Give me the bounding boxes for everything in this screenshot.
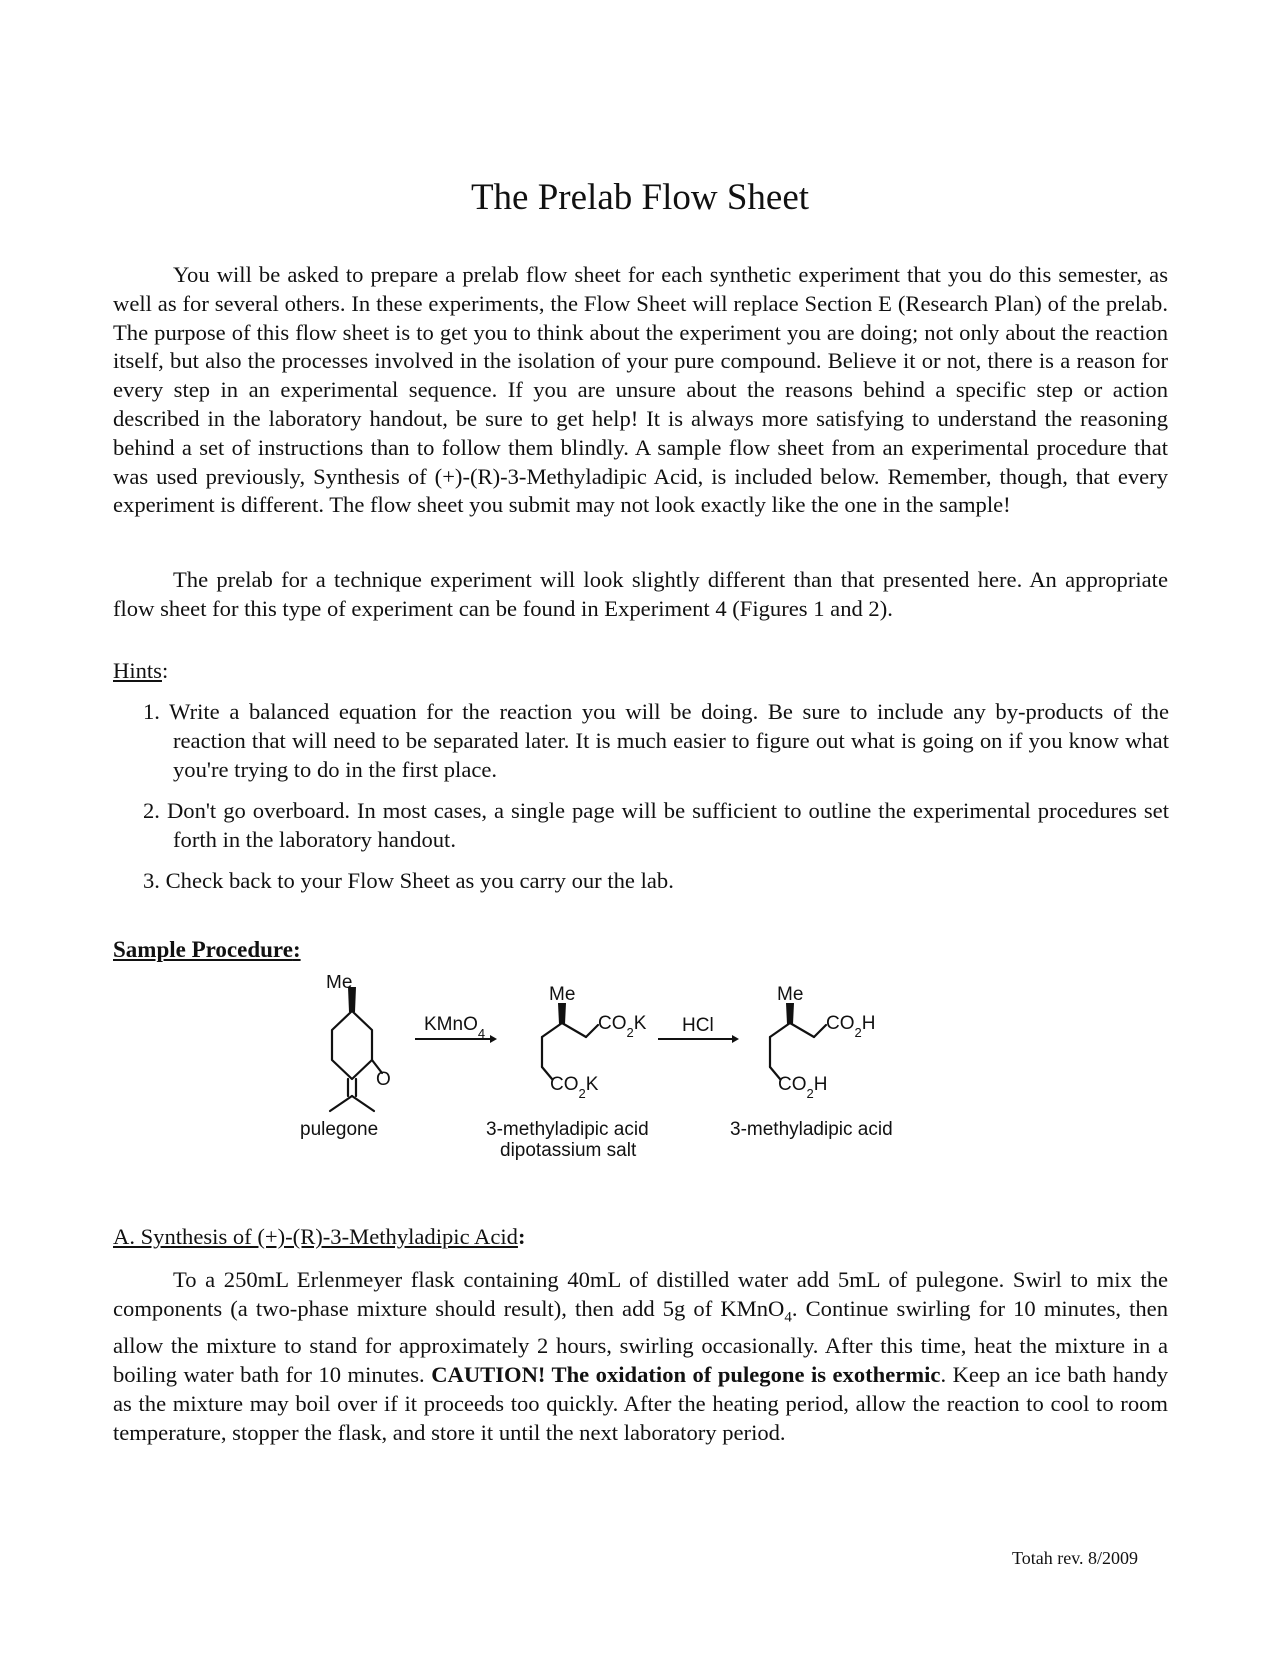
hint-text: Don't go overboard. In most cases, a single page will be sufficient to outline the experimental procedures set forth in the laboratory handout. — [166, 798, 1169, 852]
salt-structure — [542, 1008, 598, 1079]
hint-item-3 — [143, 866, 1169, 895]
reagent-hcl: HCl — [682, 1015, 714, 1036]
sample-procedure-heading — [113, 935, 301, 964]
hints-heading — [113, 656, 168, 685]
salt-stereo-wedge — [558, 1003, 566, 1024]
acid-structure — [770, 1008, 826, 1079]
reagent-kmno4: KMnO$_4$ — [424, 1014, 486, 1041]
acid-me-label: Me — [777, 984, 804, 1005]
caution-text: CAUTION! The oxidation of pulegone is exothermic — [431, 1361, 941, 1387]
pulegone-me-label: Me — [326, 975, 353, 993]
hints-label: Hints — [113, 658, 162, 683]
salt-me-label: Me — [549, 984, 576, 1005]
pulegone-label: pulegone — [300, 1119, 379, 1140]
acid-stereo-wedge — [786, 1003, 794, 1024]
section-a-colon: : — [517, 1224, 526, 1249]
hint-number: 3. — [143, 868, 160, 893]
acid-co2h-bottom: $CO_2H$ — [778, 1074, 828, 1101]
hint-text: Write a balanced equation for the reaction you will be doing. Be sure to include any by-products of the reaction that will need to be separated later. It is much easier to figure out what is going on if you know what you're trying to do in the first place. — [169, 699, 1169, 782]
acid-label: 3-methyladipic acid — [730, 1119, 893, 1140]
pulegone-oxygen-label: O — [376, 1069, 391, 1090]
salt-co2k-top: $CO_2K$ — [598, 1013, 647, 1040]
reaction-scheme — [300, 975, 1000, 1200]
sample-procedure-label: Sample Procedure — [113, 937, 293, 962]
salt-label-line2: dipotassium salt — [500, 1140, 637, 1161]
page-title: The Prelab Flow Sheet — [470, 177, 810, 218]
section-a-title: A. Synthesis of (+)-(R)-3-Methyladipic Acid — [113, 1224, 518, 1249]
hint-number: 1. — [143, 699, 160, 724]
revision-footer: Totah rev. 8/2009 — [1012, 1548, 1139, 1568]
hint-item-1 — [143, 697, 1169, 784]
acid-co2h-top: $CO_2H$ — [826, 1013, 876, 1040]
intro-paragraph: You will be asked to prepare a prelab flow sheet for each synthetic experiment that you do this semester, as well as for several others. In these experiments, the Flow Sheet will replace Section E (Research Plan) of the prelab. The purpose of this flow sheet is to get you to think about the experiment you are doing; not only about the reaction itself, but also the processes involved in the isolation of your pure compound. Believe it or not, there is a reason for every step in an experimental sequence. If you are unsure about the reasons behind a specific step or action described in the laboratory handout, be sure to get help! It is always more satisfying to understand the reasoning behind a set of instructions than to follow them blindly. A sample flow sheet from an experimental procedure that was used previously, Synthesis of (+)-(R)-3-Methyladipic Acid, is included below. Remember, though, that every experiment is different. The flow sheet you submit may not look exactly like the one in the sample! — [113, 262, 1168, 518]
section-a-paragraph: To a 250mL Erlenmeyer flask containing 40mL of distilled water add 5mL of pulegone. Swirl to mix the components (a two-phase mixture should result), then add 5g of KMnO$_4$. Continue swirling for 10 minutes, then allow the mixture to stand for approximately 2 hours, swirling occasionally. After this time, heat the mixture in a boiling water bath for 10 minutes. CAUTION! The oxidation of pulegone is exothermic. Keep an ice bath handy as the mixture may boil over if it proceeds too quickly. After the heating period, allow the reaction to cool to room temperature, stopper the flask, and store it until the next laboratory period. — [113, 1267, 1169, 1445]
technique-paragraph: The prelab for a technique experiment will look slightly different than that presented here. An appropriate flow sheet for this type of experiment can be found in Experiment 4 (Figures 1 and 2). — [113, 567, 1168, 621]
salt-label-line1: 3-methyladipic acid — [486, 1119, 649, 1140]
salt-co2k-bottom: $CO_2K$ — [550, 1074, 599, 1101]
section-a-heading — [113, 1222, 525, 1251]
arrow-2 — [658, 1035, 739, 1043]
hint-text: Check back to your Flow Sheet as you carry our the lab. — [165, 868, 674, 893]
hints-colon: : — [161, 658, 169, 683]
hint-item-2 — [143, 796, 1169, 854]
pulegone-structure — [330, 994, 382, 1111]
hint-number: 2. — [143, 798, 160, 823]
sample-procedure-colon: : — [292, 937, 301, 962]
